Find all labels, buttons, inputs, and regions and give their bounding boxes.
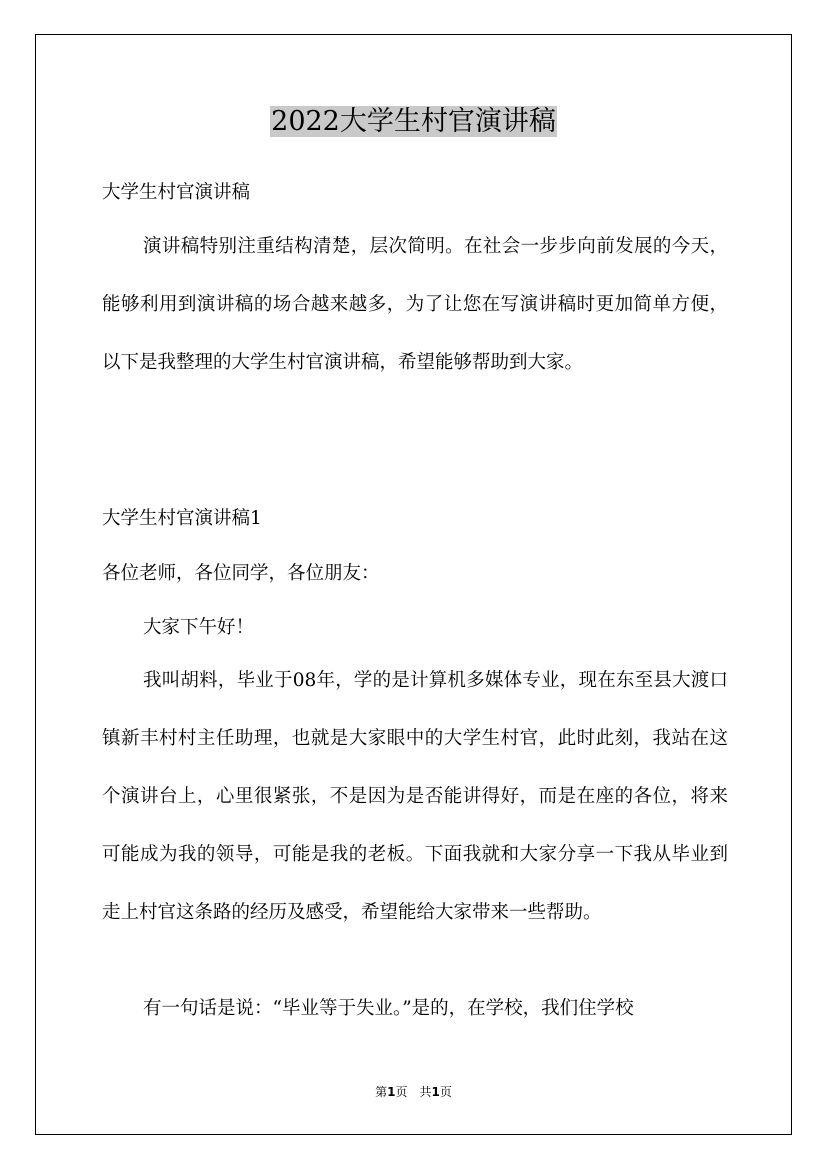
footer-prefix: 第	[375, 1085, 388, 1099]
salutation: 各位老师，各位同学，各位朋友：	[102, 563, 380, 584]
document-title	[0, 100, 827, 144]
footer-suffix: 页	[439, 1085, 452, 1099]
footer-page-total: 1	[431, 1085, 440, 1099]
section-heading: 大学生村官演讲稿1	[102, 508, 262, 529]
intro-paragraph: 演讲稿特别注重结构清楚，层次简明。在社会一步步向前发展的今天，能够利用到演讲稿的场合越来越多，为了让您在写演讲稿时更加简单方便，以下是我整理的大学生村官演讲稿，希望能够帮助到大家。	[102, 236, 728, 373]
page-footer	[0, 1082, 827, 1102]
footer-mid: 页 共	[395, 1085, 432, 1099]
greeting: 大家下午好！	[143, 617, 255, 638]
body-paragraph-2: 有一句话是说：“毕业等于失业。”是的，在学校，我们住学校	[143, 998, 634, 1019]
document-subtitle: 大学生村官演讲稿	[102, 182, 251, 203]
document-title-text: 2022大学生村官演讲稿	[271, 106, 556, 137]
footer-page-number: 1	[387, 1085, 396, 1099]
body-paragraph-1: 我叫胡料，毕业于08年，学的是计算机多媒体专业，现在东至县大渡口镇新丰村村主任助理，也就是大家眼中的大学生村官，此时此刻，我站在这个演讲台上，心里很紧张，不是因为是否能讲得好，而是在座的各位，将来可能成为我的领导，可能是我的老板。下面我就和大家分享一下我从毕业到走上村官这条路的经历及感受，希望能给大家带来一些帮助。	[102, 670, 728, 923]
